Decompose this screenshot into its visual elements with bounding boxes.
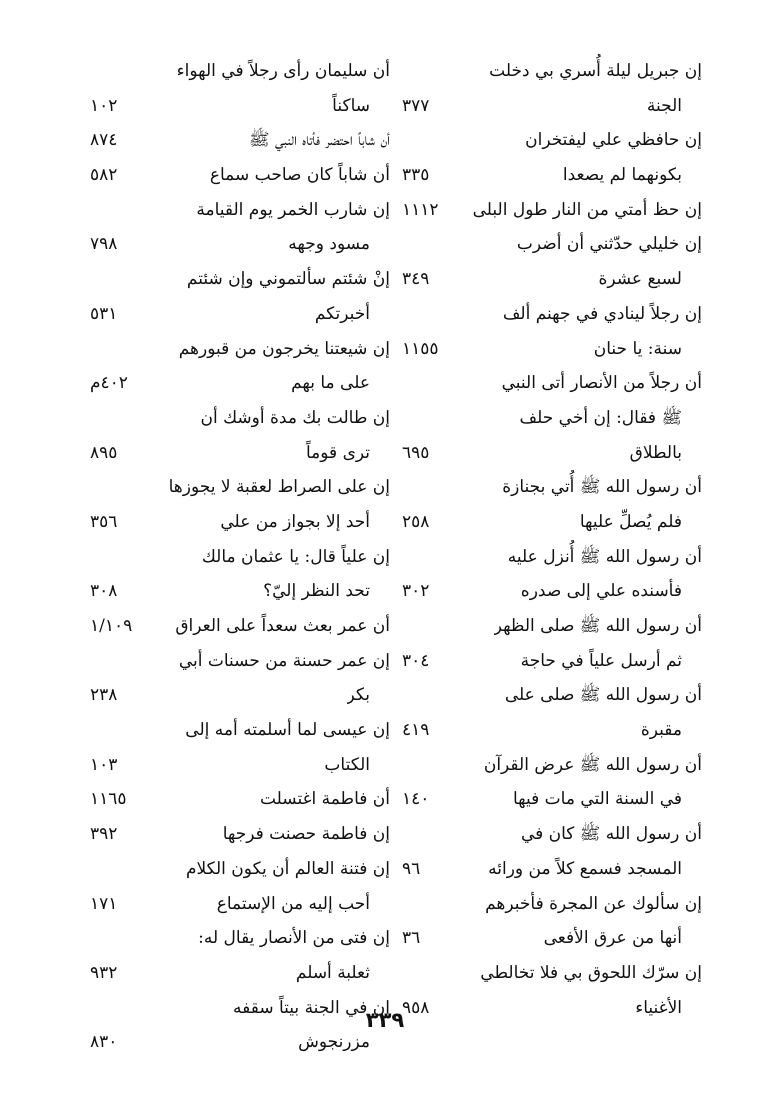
entry-continuation-line <box>402 262 702 297</box>
reference-number: ٨٣٠ <box>90 1032 118 1053</box>
hadith-text: المسجد فسمع كلاً من ورائه <box>488 858 682 879</box>
hadith-text: مقبرة <box>640 720 682 741</box>
hadith-text: أخبرتكم <box>314 303 370 324</box>
index-entry <box>90 921 390 990</box>
reference-number: ٣٥٦ <box>90 511 118 532</box>
hadith-text: أحب إليه من الإستماع <box>216 893 370 914</box>
hadith-text: إن عيسى لما أسلمته أمه إلى <box>185 720 390 741</box>
entry-first-line <box>90 644 390 679</box>
hadith-text: تحد النظر إليّ؟ <box>263 581 370 602</box>
hadith-text: أن رسول الله ﷺ كان في <box>520 824 702 845</box>
reference-number: ٣٩٢ <box>90 824 118 845</box>
index-entry <box>402 678 702 747</box>
entry-first-line <box>90 470 390 505</box>
reference-number: ٨٧٤ <box>90 130 118 151</box>
index-entry <box>402 887 702 956</box>
entry-continuation-line <box>402 401 702 436</box>
entry-first-line <box>90 852 390 887</box>
reference-number: ٩٣٢ <box>90 962 118 983</box>
hadith-text: أنها من عرق الأفعى <box>543 928 682 949</box>
index-entry <box>90 852 390 921</box>
reference-number: ٢٥٨ <box>402 511 430 532</box>
hadith-text: الجنة <box>646 95 682 116</box>
entry-continuation-line <box>90 887 390 922</box>
entry-first-line <box>402 366 702 401</box>
entry-first-line <box>90 609 390 644</box>
hadith-text: أن رسول الله ﷺ صلى الظهر <box>493 616 702 636</box>
entry-first-line <box>402 227 702 262</box>
entry-first-line <box>402 678 702 713</box>
reference-number: ٣٠٤ <box>402 650 430 671</box>
hadith-text: سنة: يا حنان <box>593 338 682 359</box>
hadith-text: ترى قوماً <box>305 442 370 463</box>
hadith-text: أن شاباً احتضر فأتاه النبي ﷺ <box>249 130 390 151</box>
index-entry <box>90 470 390 539</box>
reference-number: ١٧١ <box>90 893 118 914</box>
reference-number: ٢٣٨ <box>90 685 118 706</box>
hadith-text: إن طالت بك مدة أوشك أن <box>200 407 390 428</box>
hadith-text: أن رسول الله ﷺ صلى على <box>504 685 702 706</box>
index-entry <box>90 193 390 262</box>
hadith-text: إن فاطمة حصنت فرجها <box>222 824 390 845</box>
reference-number: ٣٧٧ <box>402 95 430 116</box>
index-entry <box>90 401 390 470</box>
entry-first-line <box>90 262 390 297</box>
index-entry <box>402 54 702 123</box>
entry-continuation-line <box>402 852 702 887</box>
index-entry <box>402 297 702 366</box>
hadith-text: إن شيعتنا يخرجون من قبورهم <box>178 338 390 359</box>
hadith-text: فلم يُصلِّ عليها <box>579 511 682 532</box>
hadith-text: ثم أرسل علياً في حاجة <box>520 650 682 671</box>
reference-number: ٤١٩ <box>402 720 430 741</box>
entry-first-line <box>90 540 390 575</box>
index-entry <box>90 262 390 331</box>
entry-first-line <box>90 401 390 436</box>
reference-number: ٣٠٨ <box>90 581 118 602</box>
hadith-text: إن في الجنة بيتاً سقفه <box>233 997 390 1018</box>
index-entry <box>402 609 702 678</box>
hadith-text: أن شاباً كان صاحب سماع <box>209 165 390 186</box>
reference-number: ٨٩٥ <box>90 442 118 463</box>
entry-continuation-line <box>402 505 702 540</box>
hadith-text: أن رسول الله ﷺ أُنزل عليه <box>507 546 702 567</box>
reference-number: ٤٠٢م <box>90 373 128 394</box>
hadith-text: إن على الصراط لعقبة لا يجوزها <box>168 477 390 498</box>
entry-first-line <box>90 921 390 956</box>
hadith-text: ﷺ فقال: إن أخي حلف <box>519 407 682 428</box>
hadith-text: إن خليلي حدّثني أن أضرب <box>516 234 702 255</box>
entry-first-line <box>402 609 702 644</box>
entry-continuation-line <box>402 158 702 193</box>
hadith-text: أن سليمان رأى رجلاً في الهواء <box>176 61 390 81</box>
entry-continuation-line <box>90 227 390 262</box>
reference-number: ١١١٢ <box>402 199 439 220</box>
hadith-text: إن رجلاً لينادي في جهنم ألف <box>502 303 702 324</box>
hadith-text: أن رجلاً من الأنصار أتى النبي <box>501 373 702 394</box>
reference-number: ٥٣١ <box>90 303 118 324</box>
reference-number: ١/١٠٩ <box>90 616 133 636</box>
entry-first-line <box>402 470 702 505</box>
hadith-text: فأسنده علي إلى صدره <box>520 581 682 602</box>
entry-first-line <box>402 748 702 783</box>
hadith-text: إن حظ أمتي من النار طول البلى <box>472 199 702 220</box>
entry-first-line <box>90 158 390 193</box>
index-entry <box>402 193 702 228</box>
index-entry <box>402 227 702 296</box>
entry-continuation-line <box>90 89 390 124</box>
index-entry <box>90 817 390 852</box>
hadith-text: إنْ شئتم سألتموني وإن شئتم <box>186 269 390 290</box>
index-entry <box>90 332 390 401</box>
index-entry <box>90 158 390 193</box>
hadith-text: إن علياً قال: يا عثمان مالك <box>201 546 390 567</box>
page-number: ٣٣٩ <box>365 1008 405 1032</box>
entry-continuation-line <box>402 713 702 748</box>
entry-continuation-line <box>90 678 390 713</box>
entry-continuation-line <box>90 297 390 332</box>
index-entry <box>402 470 702 539</box>
index-entry <box>402 540 702 609</box>
hadith-text: أن رسول الله ﷺ أُتي بجنازة <box>502 477 702 498</box>
entry-first-line <box>402 956 702 991</box>
entry-first-line <box>402 540 702 575</box>
reference-number: ١٠٣ <box>90 754 118 775</box>
hadith-text: بكونهما لم يصعدا <box>562 165 682 186</box>
hadith-text: إن سرّك اللحوق بي فلا تخالطي <box>480 962 702 983</box>
hadith-text: أن فاطمة اغتسلت <box>259 789 390 810</box>
entry-continuation-line <box>402 436 702 471</box>
right-index-column <box>402 54 702 1025</box>
entry-first-line <box>90 713 390 748</box>
hadith-text: لسبع عشرة <box>598 269 682 290</box>
reference-number: ٧٩٨ <box>90 234 118 255</box>
index-entry <box>90 782 390 817</box>
index-entry <box>90 713 390 782</box>
entry-continuation-line <box>402 574 702 609</box>
entry-first-line <box>90 332 390 367</box>
reference-number: ٣٠٢ <box>402 581 430 602</box>
hadith-text: إن سألوك عن المجرة فأخبرهم <box>485 893 702 914</box>
entry-first-line <box>90 54 390 89</box>
entry-first-line <box>402 817 702 852</box>
reference-number: ١١٦٥ <box>90 789 127 810</box>
hadith-text: إن حافظي علي ليفتخران <box>525 130 702 151</box>
hadith-text: ثعلبة أسلم <box>295 962 370 983</box>
reference-number: ٣٦ <box>402 928 421 949</box>
reference-number: ١١٥٥ <box>402 338 439 359</box>
reference-number: ٦٩٥ <box>402 442 430 463</box>
entry-continuation-line <box>90 574 390 609</box>
hadith-text: إن شارب الخمر يوم القيامة <box>196 199 390 220</box>
hadith-text: الكتاب <box>324 754 370 775</box>
index-entry <box>90 54 390 123</box>
reference-number: ٩٦ <box>402 858 421 879</box>
hadith-text: مزرنجوش <box>298 1032 370 1053</box>
entry-first-line <box>402 123 702 158</box>
entry-first-line <box>90 193 390 228</box>
index-entry <box>90 644 390 713</box>
entry-continuation-line <box>90 505 390 540</box>
hadith-text: الأغنياء <box>635 997 682 1018</box>
entry-continuation-line <box>90 956 390 991</box>
entry-first-line <box>402 297 702 332</box>
hadith-text: مسود وجهه <box>288 234 370 255</box>
entry-continuation-line <box>402 782 702 817</box>
hadith-text: بالطلاق <box>629 442 682 463</box>
hadith-text: إن عمر حسنة من حسنات أبي <box>178 650 390 671</box>
entry-continuation-line <box>402 89 702 124</box>
hadith-text: أن عمر بعث سعداً على العراق <box>175 616 390 636</box>
index-entry <box>402 817 702 886</box>
index-entry <box>402 366 702 470</box>
entry-continuation-line <box>402 332 702 367</box>
index-entry <box>402 123 702 192</box>
hadith-text: ساكناً <box>332 95 370 116</box>
hadith-text: أحد إلا بجواز من علي <box>220 511 370 532</box>
hadith-text: إن فتى من الأنصار يقال له: <box>198 928 390 949</box>
reference-number: ٩٥٨ <box>402 997 430 1018</box>
index-entry <box>90 123 390 158</box>
entry-continuation-line <box>402 921 702 956</box>
index-entry <box>402 748 702 817</box>
entry-continuation-line <box>90 366 390 401</box>
entry-first-line <box>402 54 702 89</box>
reference-number: ١٠٢ <box>90 95 118 116</box>
hadith-text: على ما بهم <box>291 373 370 394</box>
hadith-text: إن جبريل ليلة أُسري بي دخلت <box>489 61 702 81</box>
entry-first-line <box>90 817 390 852</box>
index-entry <box>90 540 390 609</box>
hadith-text: بكر <box>346 685 370 706</box>
hadith-text: في السنة التي مات فيها <box>513 789 682 810</box>
reference-number: ١٤٠ <box>402 789 430 810</box>
entry-first-line <box>90 123 390 158</box>
index-entry <box>90 609 390 644</box>
entry-continuation-line <box>90 748 390 783</box>
reference-number: ٣٣٥ <box>402 165 430 186</box>
left-index-column <box>90 54 390 1060</box>
entry-continuation-line <box>90 436 390 471</box>
reference-number: ٥٨٢ <box>90 165 118 186</box>
entry-first-line <box>90 782 390 817</box>
hadith-text: أن رسول الله ﷺ عرض القرآن <box>483 754 702 775</box>
reference-number: ٣٤٩ <box>402 269 430 290</box>
hadith-text: إن فتنة العالم أن يكون الكلام <box>185 858 390 879</box>
entry-first-line <box>402 887 702 922</box>
entry-first-line <box>402 193 702 228</box>
entry-continuation-line <box>402 644 702 679</box>
